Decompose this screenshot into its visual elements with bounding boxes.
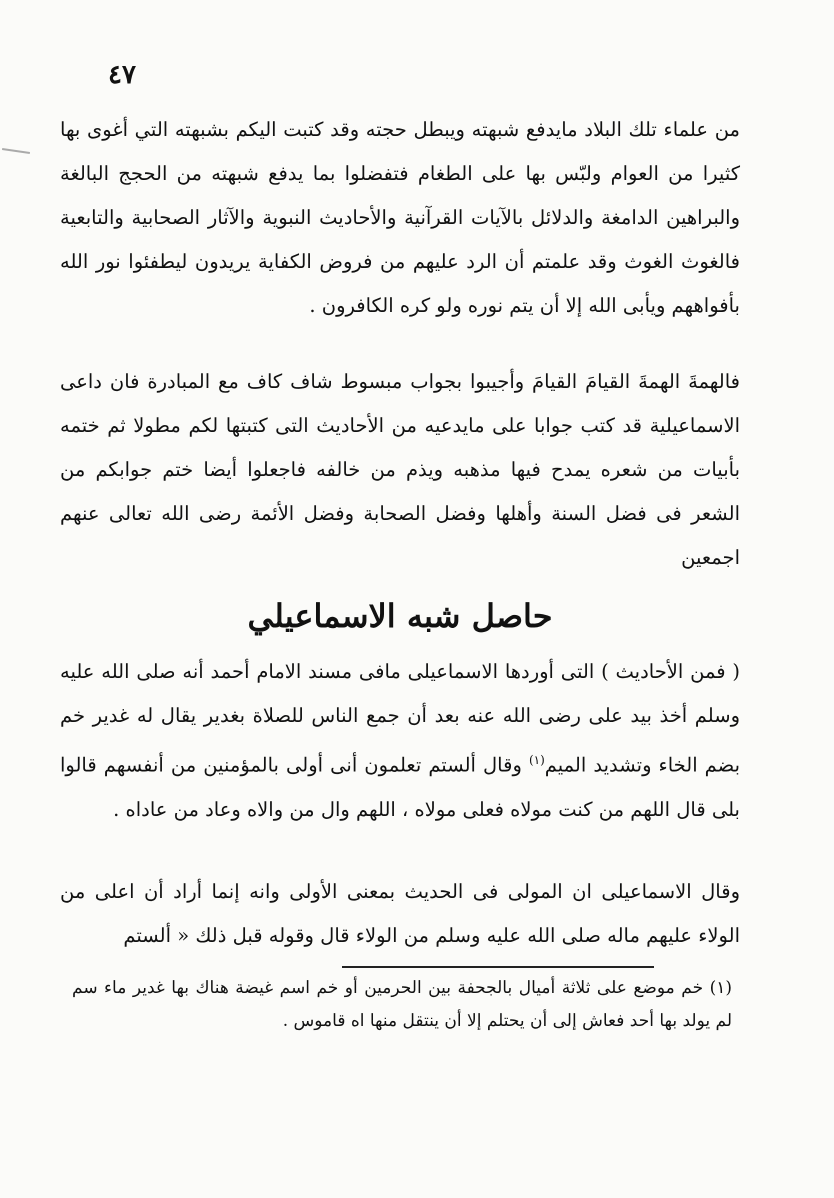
section-heading: حاصل شبه الاسماعيلي <box>247 597 553 635</box>
paragraph-4: وقال الاسماعيلى ان المولى فى الحديث بمعنى الأولى وانه إنما أراد أن اعلى من الولاء عليهم ماله صلى الله عليه وسلم من الولاء قال وقوله قبل ذلك « ألستم <box>60 880 740 947</box>
paragraph-3 <box>60 650 740 832</box>
page-number: ٤٧ <box>108 60 136 90</box>
scan-edge-mark <box>2 148 30 154</box>
paragraph-3-text-a: ( فمن الأحاديث ) التى أوردها الاسماعيلى مافى مسند الامام أحمد أنه صلى الله عليه وسلم أخذ بيد على رضى الله عنه بعد أن جمع الناس للصلاة بغدير يقال له غدير خم بضم الخاء وتشديد الميم <box>60 660 740 777</box>
footnote-reference: (١) <box>528 753 545 767</box>
paragraph-3-text-b: وقال ألستم تعلمون أنى أولى بالمؤمنين من أنفسهم قالوا بلى قال اللهم من كنت مولاه فعلى مولاه ، اللهم وال من والاه وعاد من عاداه . <box>60 753 740 821</box>
paragraph-2: فالهمةَ الهمةَ القيامَ القيامَ وأجيبوا بجواب مبسوط شاف كاف مع المبادرة فان داعى الاسماعيلية قد كتب جوابا على مايدعيه من الأحاديث التى كتبتها لكم مطولا ثم ختمه بأبيات من شعره يمدح فيها مذهبه ويذم من خالفه فاجعلوا أيضا ختم جوابكم من الشعر فى فضل السنة وأهلها وفضل الصحابة وفضل الأئمة رضى الله تعالى عنهم اجمعين <box>60 370 740 569</box>
footnote: (١) خم موضع على ثلاثة أميال بالجحفة بين الحرمين أو خم اسم غيضة هناك بها غدير ماء سم لم يولد بها أحد فعاش إلى أن يحتلم إلا أن ينتقل منها اه قاموس . <box>72 978 732 1031</box>
paragraph-1: من علماء تلك البلاد مايدفع شبهته ويبطل حجته وقد كتبت اليكم بشبهته التي أغوى بها كثيرا من العوام ولبّس بها على الطغام فتفضلوا بما يدفع شبهته من الحجج البالغة والبراهين الدامغة والدلائل بالآيات القرآنية والأحاديث النبوية والآثار الصحابية والتابعية فالغوث الغوث وقد علمتم أن الرد عليهم من فروض الكفاية يريدون ليطفئوا نور الله بأفواههم ويأبى الله إلا أن يتم نوره ولو كره الكافرون . <box>60 118 740 317</box>
footnote-divider <box>342 966 654 968</box>
